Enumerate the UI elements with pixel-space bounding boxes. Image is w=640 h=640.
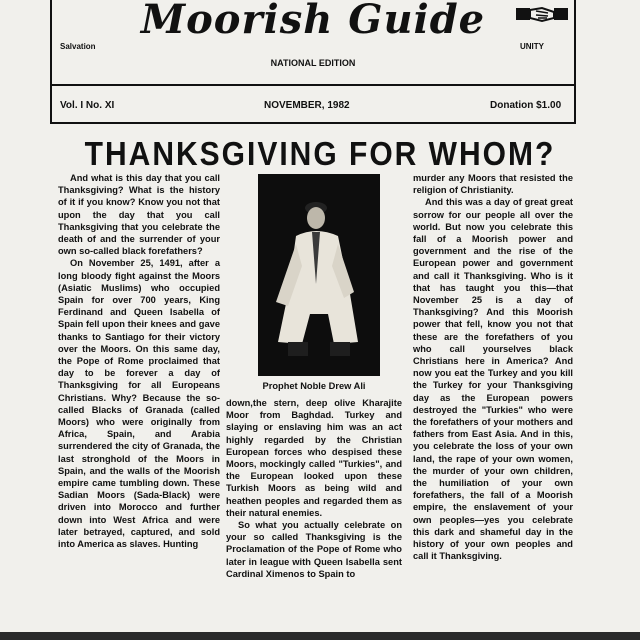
article-column-3 bbox=[413, 172, 573, 563]
clasped-hands-icon bbox=[514, 2, 570, 26]
article-column-1 bbox=[58, 172, 220, 550]
masthead-divider bbox=[52, 84, 574, 86]
column-2-text bbox=[226, 397, 402, 580]
issue-date: NOVEMBER, 1982 bbox=[264, 100, 350, 111]
masthead-title: Moorish Guide bbox=[140, 0, 486, 43]
portrait-photo bbox=[258, 174, 380, 376]
page-edge bbox=[0, 632, 640, 640]
masthead-left-tag: Salvation bbox=[60, 42, 96, 51]
masthead bbox=[50, 0, 576, 124]
paragraph: So what you actually celebrate on your so called Thanksgiving is the Proclamation of the Pope of Rome who later in league with Queen Isabella sent Cardinal Ximenos to Spain to bbox=[226, 520, 402, 579]
paragraph: down,the stern, deep olive Kharajite Moor from Baghdad. Turkey and slaying or enslaving him was an act highly regarded by the Christian European forces who despised these Moors, mockingly called "Turkies", and the European looked upon these Turkish Moors as being wild and heathen peoples and regarded them as their natural enemies. bbox=[226, 398, 402, 518]
paragraph: And what is this day that you call Thanksgiving? What is the history of it if you know? Know you not that upon the day that you call Thanksgiving that you celebrate the death of and the surrender of your own so-called black forefathers? bbox=[58, 173, 220, 257]
masthead-edition: NATIONAL EDITION bbox=[270, 58, 356, 68]
volume-label: Vol. I No. XI bbox=[60, 100, 115, 111]
paragraph: And this was a day of great great sorrow for our people all over the world. But now you celebrate this fall of a Moorish power and government and the rise of the European power and government and call it Thanksgiving. Who is it that has taught you this—that November 25 is a day of Thanksgiving? And this Moorish power that fell, know you not that these are the forefathers of you who call yourselves black Christians here in America? And now you eat the Turkey and you kill the Turkey for your Thanksgiving day as the European powers destroyed the "Turkies" who were the forefathers of your mothers and fathers from East Asia. And in this, you celebrate the loss of your own land, the rape of your own women, the murder of your own children, the humiliation of your own forefathers, the fall of a Moorish empire, the enslavement of your own peoples—yes you celebrate this dark and shameful day in the history of your own peoples and call it Thanksgiving. bbox=[413, 197, 573, 562]
paragraph: murder any Moors that resisted the religion of Christianity. bbox=[413, 173, 573, 196]
headline: THANKSGIVING FOR WHOM? bbox=[84, 136, 556, 173]
donation-price: Donation $1.00 bbox=[490, 100, 562, 111]
masthead-right-tag: UNITY bbox=[520, 42, 544, 51]
paragraph: On November 25, 1491, after a long bloody fight against the Moors (Asiatic Muslims) who occupied Spain for over 700 years, King Ferdinand and Queen Isabella of Spain fell upon their knees and gave thanks to Santiago for their victory over the Moors. On this same day, the Pope of Rome proclaimed that day to be forever a day of Thanksgiving for all Europeans Christians. Why? Because the so-called Blacks of Granada (called Moors) who were originally from Africa, Spain, and Arabia surrendered the city of Granada, the last stronghold of the Moors in Spain, and the walls of the Moorish empire came tumbling down. These Sadian Moors (Sada-Black) were driven into Morocco and further down into West Africa and were later betrayed, captured, and sold into America as slaves. Hunting bbox=[58, 258, 220, 550]
photo-caption: Prophet Noble Drew Ali bbox=[262, 381, 366, 391]
